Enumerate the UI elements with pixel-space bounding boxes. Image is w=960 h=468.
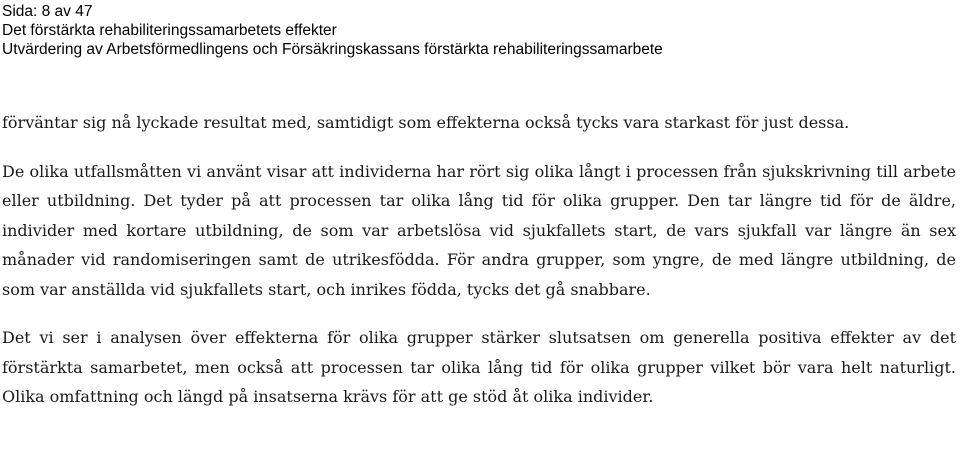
paragraph-continuation: förväntar sig nå lyckade resultat med, samtidigt som effekterna också tycks vara starkast för just dessa. <box>2 113 850 132</box>
page-header <box>2 2 663 59</box>
paragraph-group-effects: Det vi ser i analysen över effekterna för olika grupper stärker slutsatsen om generella positiva effekter av det förstärkta samarbetet, men också att processen tar olika lång tid för olika grupper vilket bör vara helt naturligt. Olika omfattning och längd på insatserna krävs för att ge stöd åt olika individer. <box>2 328 956 406</box>
document-body <box>2 108 956 412</box>
document-title: Det förstärkta rehabiliteringssamarbetets effekter <box>2 22 337 39</box>
paragraph-outcome-measures: De olika utfallsmåtten vi använt visar att individerna har rört sig olika långt i processen från sjukskrivning till arbete eller utbildning. Det tyder på att processen tar olika lång tid för olika grupper. Den tar längre tid för de äldre, individer med kortare utbildning, de som var arbetslösa vid sjukfallets start, de vars sjukfall var längre än sex månader vid randomiseringen samt de utrikesfödda. För andra grupper, som yngre, de med längre utbildning, de som var anställda vid sjukfallets start, och inrikes födda, tycks det gå snabbare. <box>2 161 956 299</box>
page-indicator: Sida: 8 av 47 <box>2 3 93 20</box>
document-subtitle: Utvärdering av Arbetsförmedlingens och Försäkringskassans förstärkta rehabiliteringssamarbete <box>2 41 663 58</box>
